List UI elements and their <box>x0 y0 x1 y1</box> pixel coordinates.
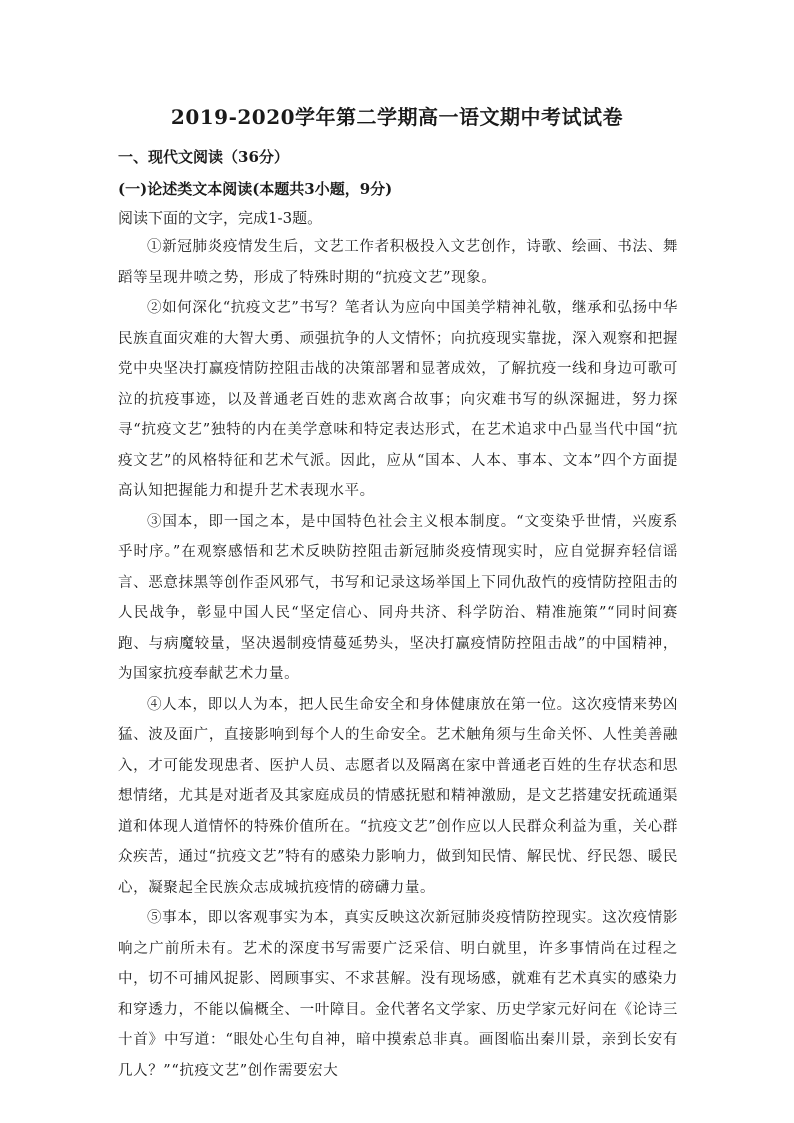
passage-body <box>118 232 678 1086</box>
paragraph-2: ②如何深化“抗疫文艺”书写？笔者认为应向中国美学精神礼敬，继承和弘扬中华民族直面灾难的大智大勇、顽强抗争的人文情怀；向抗疫现实靠拢，深入观察和把握党中央坚决打赢疫情防控阻击战的决策部署和显著成效，了解抗疫一线和身边可歌可泣的抗疫事迹，以及普通老百姓的悲欢离合故事；向灾难书写的纵深掘进，努力探寻“抗疫文艺”独特的内在美学意味和特定表达形式，在艺术追求中凸显当代中国“抗疫文艺”的风格特征和艺术气派。因此，应从“国本、人本、事本、文本”四个方面提高认知把握能力和提升艺术表现水平。 <box>118 300 678 499</box>
paragraph-5: ⑤事本，即以客观事实为本，真实反映这次新冠肺炎疫情防控现实。这次疫情影响之广前所未有。艺术的深度书写需要广泛采信、明白就里，许多事情尚在过程之中，切不可捕风捉影、罔顾事实、不求甚解。没有现场感，就难有艺术真实的感染力和穿透力，不能以偏概全、一叶障目。金代著名文学家、历史学家元好问在《论诗三十首》中写道：“眼处心生句自神，暗中摸索总非真。画图临出秦川景，亲到长安有几人？”“抗疫文艺”创作需要宏大 <box>118 910 678 1079</box>
section-heading: 一、现代文阅读（36分） <box>118 148 289 166</box>
paragraph-1: ①新冠肺炎疫情发生后，文艺工作者积极投入文艺创作，诗歌、绘画、书法、舞蹈等呈现井喷之势，形成了特殊时期的“抗疫文艺”现象。 <box>118 239 678 286</box>
paragraph-4: ④人本，即以人为本，把人民生命安全和身体健康放在第一位。这次疫情来势凶猛、波及面广，直接影响到每个人的生命安全。艺术触角须与生命关怀、人性美善融入，才可能发现患者、医护人员、志愿者以及隔离在家中普通老百姓的生存状态和思想情绪，尤其是对逝者及其家庭成员的情感抚慰和精神激励，是文艺搭建安抚疏通渠道和体现人道情怀的特殊价值所在。“抗疫文艺”创作应以人民群众利益为重，关心群众疾苦，通过“抗疫文艺”特有的感染力影响力，做到知民情、解民忧、纾民怨、暖民心，凝聚起全民族众志成城抗疫情的磅礴力量。 <box>118 696 678 896</box>
sub-section-heading: (一)论述类文本阅读(本题共3小题，9分) <box>118 180 393 198</box>
exam-title: 2019-2020学年第二学期高一语文期中考试试卷 <box>170 105 624 129</box>
reading-instruction: 阅读下面的文字，完成1-3题。 <box>118 209 323 227</box>
paragraph-3: ③国本，即一国之本，是中国特色社会主义根本制度。“文变染乎世情，兴废系乎时序。”在观察感悟和艺术反映防控阻击新冠肺炎疫情现实时，应自觉摒弃轻信谣言、恶意抹黑等创作歪风邪气，书写和记录这场举国上下同仇敌忾的疫情防控阻击的人民战争，彰显中国人民“坚定信心、同舟共济、科学防治、精准施策”“同时间赛跑、与病魔较量，坚决遏制疫情蔓延势头，坚决打赢疫情防控阻击战”的中国精神，为国家抗疫奉献艺术力量。 <box>118 513 678 682</box>
